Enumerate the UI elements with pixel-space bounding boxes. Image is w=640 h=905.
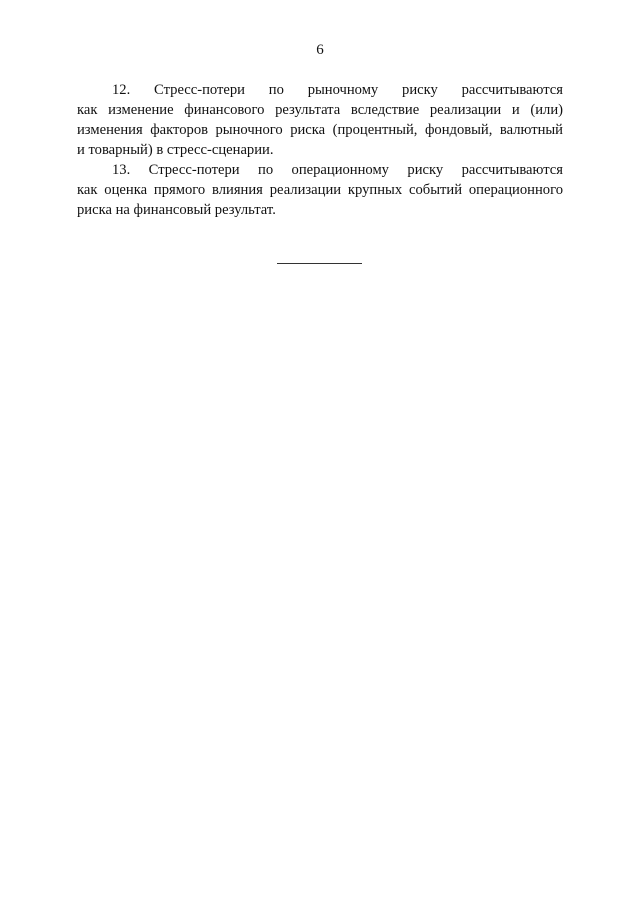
paragraph-12	[77, 80, 563, 160]
paragraph-line: риска на финансовый результат.	[77, 202, 276, 218]
paragraph-line: 12. Стресс-потери по рыночному риску рассчитываются	[112, 82, 563, 98]
paragraph-line: 13. Стресс-потери по операционному риску рассчитываются	[112, 162, 563, 178]
paragraph-line: как оценка прямого влияния реализации крупных событий операционного	[77, 182, 563, 198]
document-body	[77, 80, 563, 220]
paragraph-13	[77, 160, 563, 220]
paragraph-line: и товарный) в стресс-сценарии.	[77, 142, 274, 158]
page-number: 6	[316, 42, 324, 58]
paragraph-line: изменения факторов рыночного риска (процентный, фондовый, валютный	[77, 122, 563, 138]
end-separator-line	[277, 263, 362, 264]
paragraph-line: как изменение финансового результата вследствие реализации и (или)	[77, 102, 563, 118]
